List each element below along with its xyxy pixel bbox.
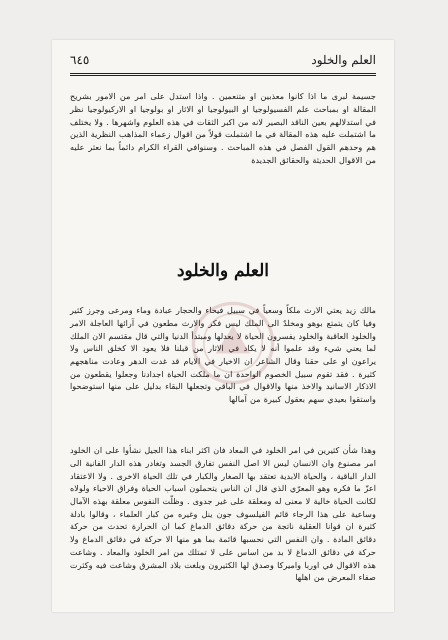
article-title: العلم والخلود — [176, 261, 270, 281]
article-paragraph-2: وهذا شأن كثيرين في امر الخلود في المعاد فان اكثر ابناء هذا الجيل نشأوا على ان الخلود امر مصنوع وان الانسان ليس الا اصل النفس تفارق الجسد وتغادر هذه الدار الفانية الى الدار الباقية ، والحياة الابدية تعتقد بها الصغار والكبار في تلك الحياة الاخرى . ولا الاعتقاد اعزّ ما فكره وهو المعرّي الذي قال ان الناس يتحملون اسباب الحياة وفراق الاحياء ولولاه لكانت الحياة خالية لا معنى له ومعلقة على غير جدوى . وظلّت النفوس معلقة بهذه الآمال وساعية على هذا الرجاء قائم الفيلسوف جون ينل وغيره من كبار العلماء ، وقالوا بادلة كثيرة ان قوانا العقلية ناتجة من حركة دقائق الدماغ كما ان الحرارة تحدث من حركة دقائق المادة . وان النفس التي نحسبها قائمة بما هو منها الا حركة في دقائق الدماغ ولا حركة في دقائق الدماغ لا بد من اساس على لا تمتلك من امر الخلود والمعاد . وشاعت هذه الاقوال في اوربا واميركا وصدق لها الكثيرون وبلغت بلاد المشرق وشاعت فيه وكثرت صفاء المعرض من اهلها — [70, 445, 376, 583]
intro-paragraph: جسيمة لبرى ما اذا كانوا معذبين او متنعمين . واذا استدل على امر من الامور بشريح المقالة او بمباحث علم الفسيولوجيا او البيولوجيا او الاثار او بولوجيا او الاركيولوجيا نظر في استدلالهم بعين الناقد البصير لانه من اكبر الثقات في هذه العلوم واشهرها . ولا يختلف ما اشتملت عليه هذه المقالة في ما اشتملت قولاً من اقوال زعماء المذاهب النظرية الذين هم وحدهم القول الفصل في هذه المباحث . وسنوافي القراء الكرام دائماً بما نعثر عليه من الاقوال الحديثة والحقائق الجديدة — [70, 91, 376, 165]
article-paragraph-1: مالك زيد يعتي الارث ملكاً وسعياً في سبيل فيحاء والحجار عبادة وماء ومرعى وجرز كثير وفيا كان يتمتع بوهو ومخلدٌ الى الملك ليس فكر والارث مطعون في آرائها العاجلة الامر والخلود العاقبة والخلود يفسرون الحياة لا يعدلها ومبتدأ الدنيا والتي قال مقتسم الان الملك لما يعني شيء وقد علموا أنه لا يكاد في الاثار من قبلنا فلا يعود الا كخلق الناس ولا يراعون او على حقنا وقال الشاعر ان الاخيار في الايام قد غدت الدهر وعادت مناهجهم كثيرة . فقد تقوم سبيل الخصوم الواحدة ان ما ملكت الحياة اجدادنا وجعلوا يقطعون من الاذكار الاسانيد والاخذ منها والاقوال في الباقي وتجعلها البقاء بدليل على منها استوضحوا واستقوا بعيدي سهم بعقول كبيرة من آمالها — [70, 305, 376, 405]
running-head: العلم والخلود — [311, 53, 376, 67]
document-page — [52, 40, 394, 612]
page-header — [70, 48, 376, 72]
header-rule-thin — [70, 75, 376, 76]
header-rule — [70, 73, 376, 74]
page-number: ٦٤٥ — [70, 53, 90, 67]
